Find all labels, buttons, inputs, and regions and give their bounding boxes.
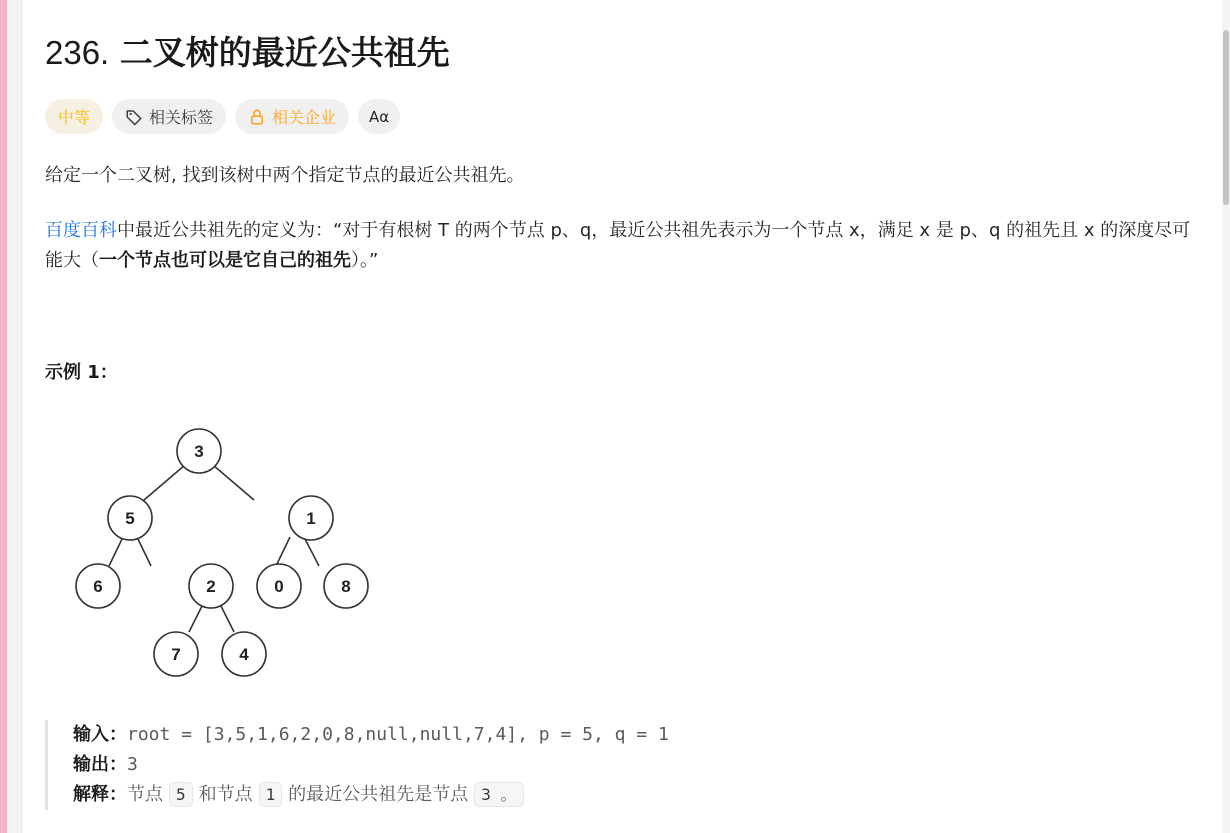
related-topics-button[interactable] — [112, 99, 226, 134]
input-value: root = [3,5,1,6,2,0,8,null,null,7,4], p = 5, q = 1 — [127, 724, 669, 745]
explanation-text-a: 节点 — [127, 784, 163, 805]
example-title: 示例 1： — [45, 362, 118, 383]
example-output-line — [73, 750, 1213, 780]
difficulty-label: 中等 — [58, 108, 91, 127]
related-topics-label: 相关标签 — [149, 108, 214, 127]
inline-code-1: 1 — [259, 782, 283, 807]
translate-button[interactable] — [358, 99, 400, 134]
problem-name: 二叉树的最近公共祖先 — [119, 33, 450, 72]
tree-node-0-label: 0 — [274, 577, 284, 596]
left-accent-strip — [0, 0, 7, 833]
explanation-text-b: 和节点 — [198, 784, 253, 805]
explanation-text-c: 的最近公共祖先是节点 — [288, 784, 469, 805]
description-paragraph-1: 给定一个二叉树, 找到该树中两个指定节点的最近公共祖先。 — [45, 165, 525, 186]
tree-node-4-label: 4 — [239, 645, 249, 664]
example-explanation-line — [73, 780, 1213, 810]
lock-icon — [248, 108, 266, 126]
tree-node-6-label: 6 — [93, 577, 103, 596]
tree-node-7-label: 7 — [171, 645, 181, 664]
definition-end: ）。” — [351, 250, 379, 271]
output-value: 3 — [127, 754, 138, 775]
related-companies-button[interactable] — [235, 99, 349, 134]
input-label: 输入： — [73, 724, 127, 745]
scrollbar-thumb[interactable] — [1223, 30, 1229, 205]
definition-text: 中最近公共祖先的定义为：“对于有根树 T 的两个节点 p、q，最近公共祖先表示为一个节点 x，满足 x 是 p、q 的祖先且 x 的深度尽可能大（ — [45, 220, 1191, 271]
tree-node-2-label: 2 — [206, 577, 216, 596]
explanation-label: 解释： — [73, 784, 127, 805]
tag-icon — [125, 108, 143, 126]
output-label: 输出： — [73, 754, 127, 775]
inline-code-3: 3 。 — [474, 782, 523, 807]
example-input-line — [73, 720, 1213, 750]
binary-tree-diagram — [73, 425, 373, 685]
panel-gutter — [7, 0, 22, 833]
vertical-scrollbar[interactable] — [1222, 0, 1230, 833]
definition-bold-text: 一个节点也可以是它自己的祖先 — [99, 250, 351, 271]
tree-node-5-label: 5 — [125, 509, 135, 528]
tree-node-1-label: 1 — [306, 509, 316, 528]
problem-number: 236. — [45, 34, 110, 71]
related-companies-label: 相关企业 — [272, 108, 337, 127]
inline-code-5: 5 — [169, 782, 193, 807]
description-paragraph-2 — [45, 216, 1195, 276]
tree-node-8-label: 8 — [341, 577, 351, 596]
translate-icon: Aα — [369, 107, 390, 126]
problem-title[interactable] — [45, 30, 450, 76]
tree-node-3-label: 3 — [194, 442, 204, 461]
baidu-baike-link[interactable]: 百度百科 — [45, 220, 117, 241]
example-io-block — [45, 720, 1213, 810]
tag-row — [45, 99, 400, 134]
difficulty-badge — [45, 99, 103, 134]
